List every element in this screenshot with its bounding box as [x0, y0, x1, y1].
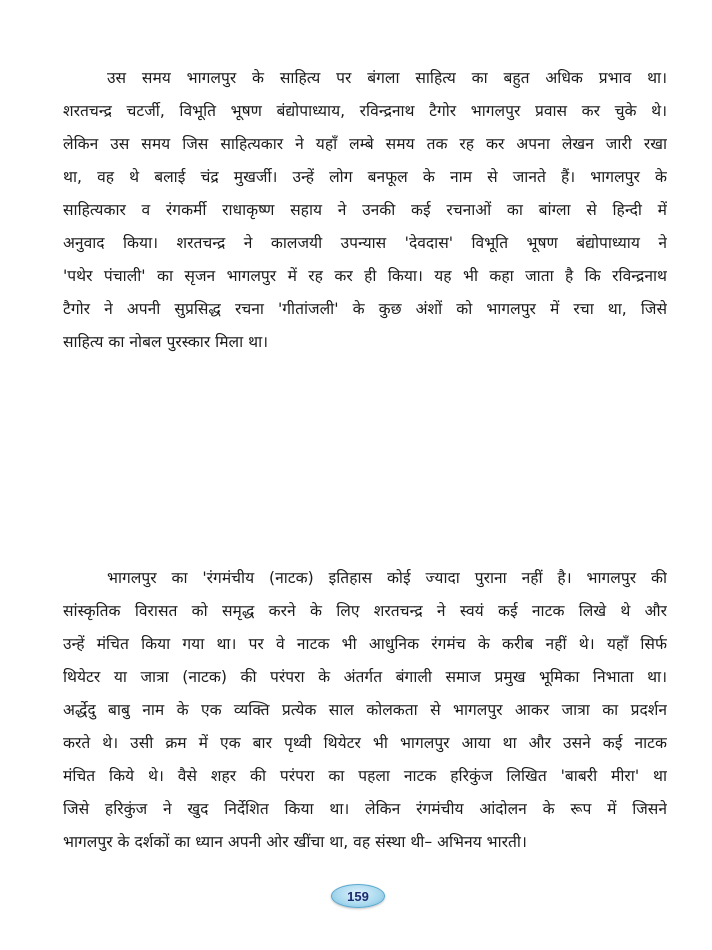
text-line: अर्द्धेदु बाबु नाम के एक व्यक्ति प्रत्येक साल कोलकता से भागलपुर आकर जात्रा का प्रदर्शन — [63, 701, 667, 719]
text-line: साहित्य का नोबल पुरस्कार मिला था। — [63, 333, 269, 351]
text-line: उन्हें मंचित किया गया था। पर वे नाटक भी आधुनिक रंगमंच के करीब नहीं थे। यहाँ सिर्फ — [63, 635, 667, 653]
page-number-badge — [331, 884, 385, 908]
text-line: था, वह थे बलाई चंद्र मुखर्जी। उन्हें लोग बनफूल के नाम से जानते हैं। भागलपुर के — [63, 168, 667, 186]
text-line: उस समय भागलपुर के साहित्य पर बंगला साहित्य का बहुत अधिक प्रभाव था। — [107, 69, 667, 87]
paragraph-theatre-history — [63, 562, 667, 859]
text-line: साहित्यकार व रंगकर्मी राधाकृष्ण सहाय ने उनकी कई रचनाओं का बांग्ला से हिन्दी में — [63, 201, 667, 219]
text-line: टैगोर ने अपनी सुप्रसिद्ध रचना 'गीतांजली' के कुछ अंशों को भागलपुर में रचा था, जिसे — [63, 300, 667, 318]
page-number: 159 — [347, 888, 369, 904]
text-line: शरतचन्द्र चटर्जी, विभूति भूषण बंद्योपाध्याय, रविन्द्रनाथ टैगोर भागलपुर प्रवास कर चुके थे। — [63, 102, 667, 120]
text-line: अनुवाद किया। शरतचन्द्र ने कालजयी उपन्यास 'देवदास' विभूति भूषण बंद्योपाध्याय ने — [63, 234, 667, 252]
text-line: करते थे। उसी क्रम में एक बार पृथ्वी थियेटर भी भागलपुर आया था और उसने कई नाटक — [63, 734, 667, 752]
paragraph-bangla-literature-influence — [63, 62, 667, 359]
text-line: जिसे हरिकुंज ने खुद निर्देशित किया था। लेकिन रंगमंचीय आंदोलन के रूप में जिसने — [63, 800, 667, 818]
text-line: मंचित किये थे। वैसे शहर की परंपरा का पहला नाटक हरिकुंज लिखित 'बाबरी मीरा' था — [63, 767, 667, 785]
text-line: लेकिन उस समय जिस साहित्यकार ने यहाँ लम्बे समय तक रह कर अपना लेखन जारी रखा — [63, 135, 667, 153]
text-line: भागलपुर का 'रंगमंचीय (नाटक) इतिहास कोई ज्यादा पुराना नहीं है। भागलपुर की — [107, 569, 667, 587]
text-line: सांस्कृतिक विरासत को समृद्ध करने के लिए शरतचन्द्र ने स्वयं कई नाटक लिखे थे और — [63, 602, 667, 620]
text-line: 'पथेर पंचाली' का सृजन भागलपुर में रह कर ही किया। यह भी कहा जाता है कि रविन्द्रनाथ — [63, 267, 667, 285]
text-line: थियेटर या जात्रा (नाटक) की परंपरा के अंतर्गत बंगाली समाज प्रमुख भूमिका निभाता था। — [63, 668, 667, 686]
text-line: भागलपुर के दर्शकों का ध्यान अपनी ओर खींचा था, वह संस्था थी– अभिनय भारती। — [63, 833, 527, 851]
